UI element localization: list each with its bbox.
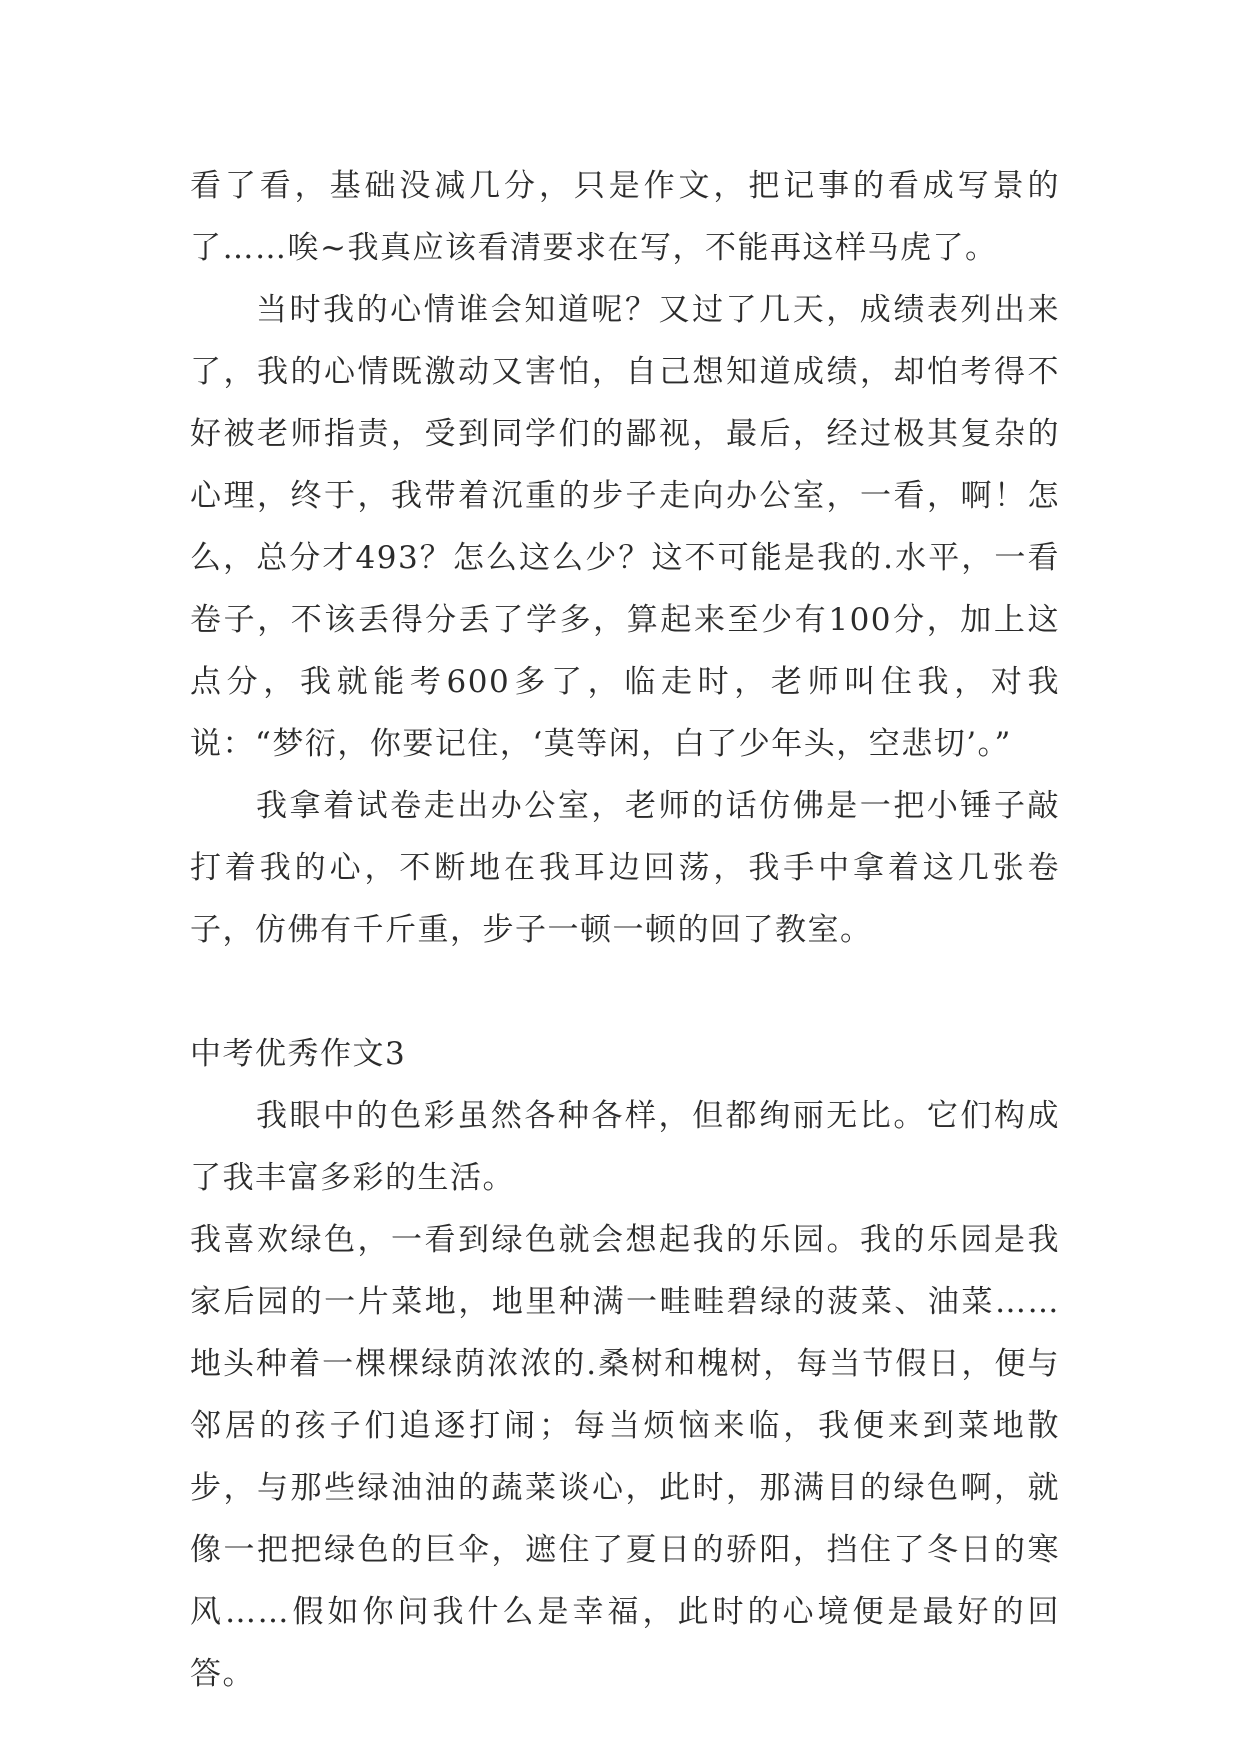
paragraph-3: 我拿着试卷走出办公室，老师的话仿佛是一把小锤子敲打着我的心，不断地在我耳边回荡，我手中拿着这几张卷子，仿佛有千斤重，步子一顿一顿的回了教室。 <box>190 788 1060 948</box>
document-body <box>190 155 1060 1705</box>
paragraph-5: 我喜欢绿色，一看到绿色就会想起我的乐园。我的乐园是我家后园的一片菜地，地里种满一畦畦碧绿的菠菜、油菜……地头种着一棵棵绿荫浓浓的.桑树和槐树，每当节假日，便与邻居的孩子们追逐打闹；每当烦恼来临，我便来到菜地散步，与那些绿油油的蔬菜谈心，此时，那满目的绿色啊，就像一把把绿色的巨伞，遮住了夏日的骄阳，挡住了冬日的寒风……假如你问我什么是幸福，此时的心境便是最好的回答。 <box>190 1222 1060 1692</box>
paragraph-2: 当时我的心情谁会知道呢？又过了几天，成绩表列出来了，我的心情既激动又害怕，自己想知道成绩，却怕考得不好被老师指责，受到同学们的鄙视，最后，经过极其复杂的心理，终于，我带着沉重的步子走向办公室，一看，啊！怎么，总分才493？怎么这么少？这不可能是我的.水平，一看卷子，不该丢得分丢了学多，算起来至少有100分，加上这点分，我就能考600多了，临走时，老师叫住我，对我说：“梦衍，你要记住，‘莫等闲，白了少年头，空悲切’。” <box>190 292 1060 762</box>
paragraph-1: 看了看，基础没减几分，只是作文，把记事的看成写景的了……唉~我真应该看清要求在写，不能再这样马虎了。 <box>190 168 1060 266</box>
section-heading: 中考优秀作文3 <box>190 1036 407 1072</box>
paragraph-4: 我眼中的色彩虽然各种各样，但都绚丽无比。它们构成了我丰富多彩的生活。 <box>190 1098 1060 1196</box>
